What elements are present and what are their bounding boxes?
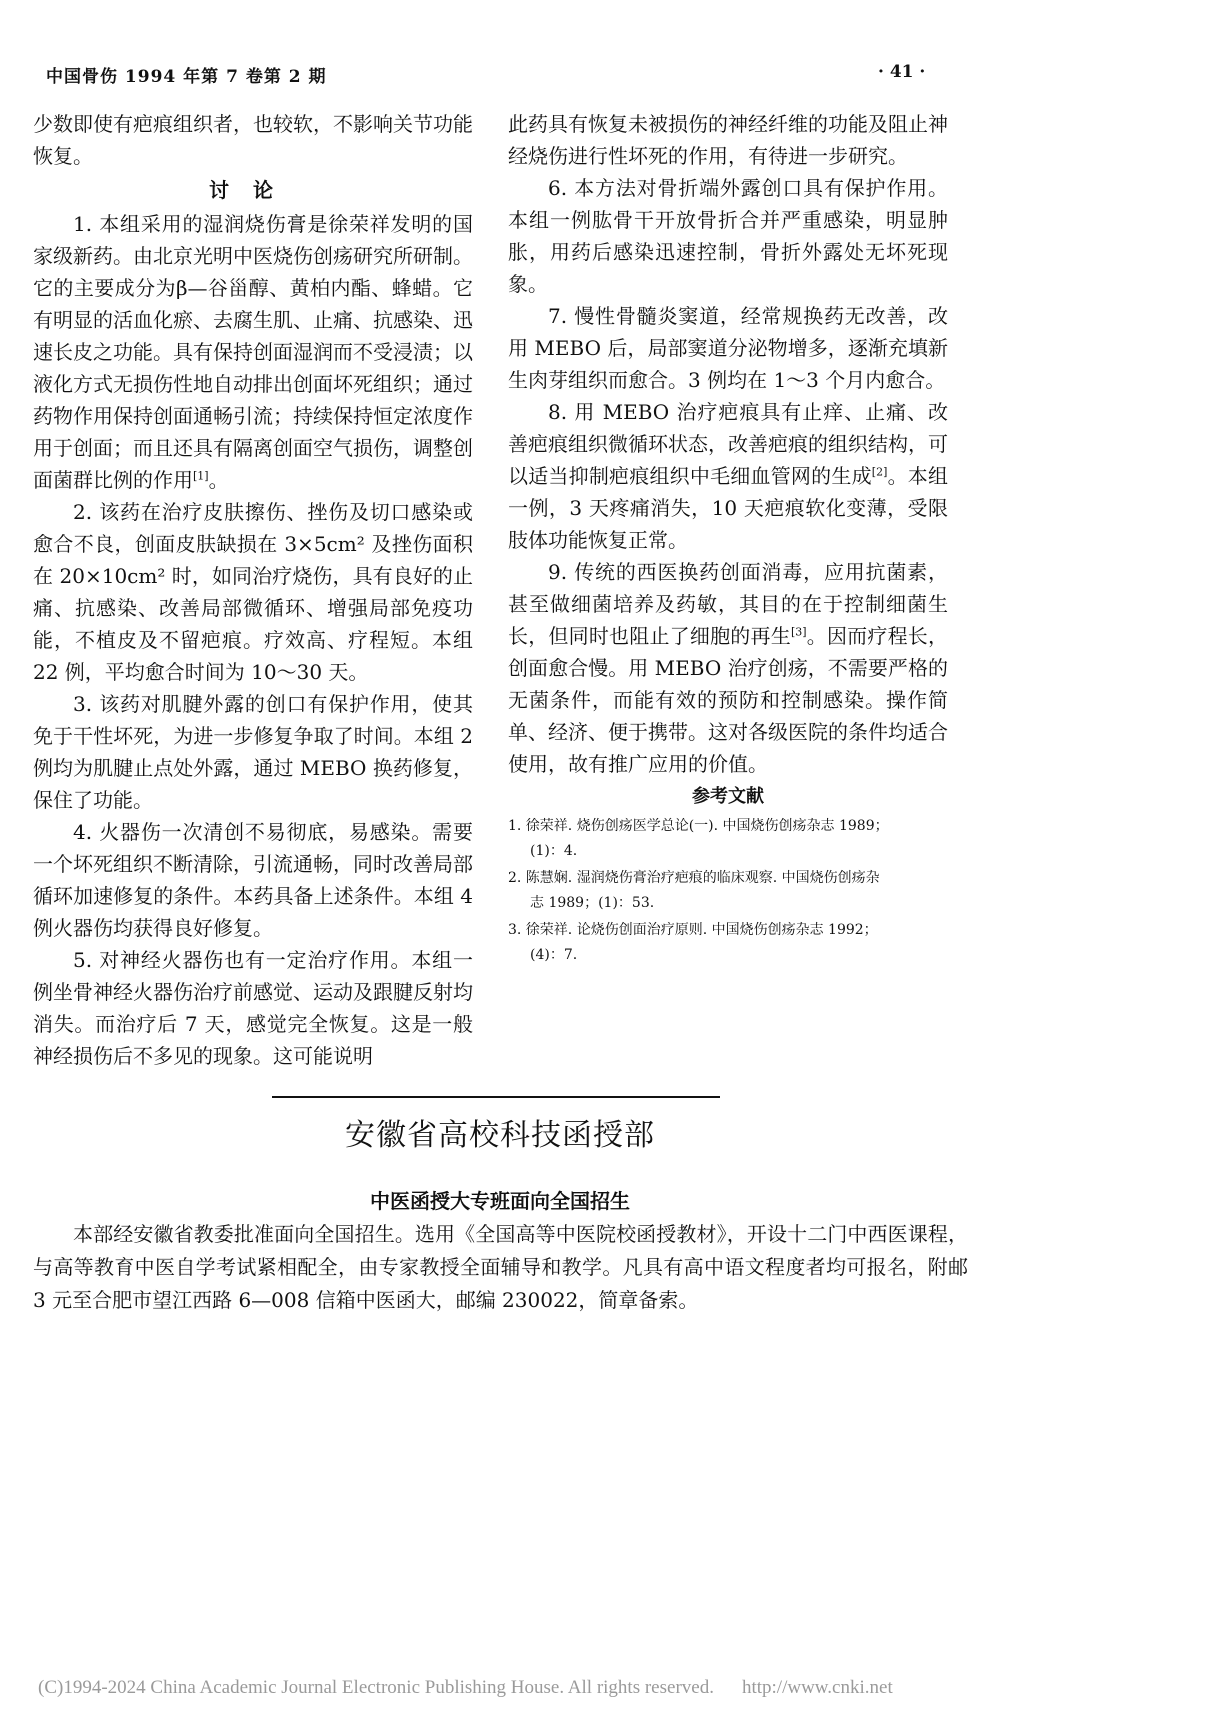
reference-item [508, 866, 948, 916]
discussion-point-8-text: 8. 用 MEBO 治疗疤痕具有止痒、止痛、改善疤痕组织微循环状态，改善疤痕的组织结构，可以适当抑制疤痕组织中毛细血管网的生成 [508, 400, 948, 488]
notice-title: 中医函授大专班面向全国招生 [370, 1189, 630, 1213]
copyright-footer [38, 1677, 893, 1699]
citation-3: [3] [790, 625, 807, 639]
intro-paragraph: 少数即使有疤痕组织者，也较软，不影响关节功能恢复。 [33, 112, 473, 168]
discussion-point-9-end: 。因而疗程长，创面愈合慢。用 MEBO 治疗创疡，不需要严格的无菌条件，而能有效的预防和控制感染。操作简单、经济、便于携带。这对各级医院的条件均适合使用，故有推广应用的价值。 [508, 624, 949, 776]
left-column [33, 108, 473, 1072]
discussion-point-5: 5. 对神经火器伤也有一定治疗作用。本组一例坐骨神经火器伤治疗前感觉、运动及跟腱反射均消失。而治疗后 7 天，感觉完全恢复。这是一般神经损伤后不多见的现象。这可能说明 [33, 948, 473, 1068]
reference-1-line2: (1)：4. [530, 843, 578, 859]
reference-2-line1: 2. 陈慧娴. 湿润烧伤膏治疗疤痕的临床观察. 中国烧伤创疡杂 [508, 870, 880, 886]
notice-paragraph: 本部经安徽省教委批准面向全国招生。选用《全国高等中医院校函授教材》，开设十二门中西医课程，与高等教育中医自学考试紧相配全，由专家教授全面辅导和教学。凡具有高中语文程度者均可报名，附邮 3 元至合肥市望江西路 6—008 信箱中医函大，邮编 230022，简章备索。 [33, 1222, 968, 1312]
citation-2: [2] [871, 465, 888, 479]
reference-item [508, 814, 948, 864]
footer-url: http://www.cnki.net [741, 1677, 893, 1698]
journal-title: 中国骨伤 1994 年第 7 卷第 2 期 [46, 67, 327, 87]
divider-rule [272, 1096, 720, 1098]
notice-banner: 安徽省高校科技函授部 [345, 1118, 655, 1153]
discussion-point-9-text: 9. 传统的西医换药创面消毒，应用抗菌素，甚至做细菌培养及药敏，其目的在于控制细菌生长，但同时也阻止了细胞的再生 [508, 560, 948, 648]
discussion-point-5-continued: 此药具有恢复未被损伤的神经纤维的功能及阻止神经烧伤进行性坏死的作用，有待进一步研究。 [508, 112, 948, 168]
discussion-point-1-end: 。 [208, 468, 229, 492]
discussion-point-7: 7. 慢性骨髓炎窦道，经常规换药无改善，改用 MEBO 后，局部窦道分泌物增多，逐渐充填新生肉芽组织而愈合。3 例均在 1～3 个月内愈合。 [508, 304, 948, 392]
discussion-point-1 [33, 208, 473, 496]
reference-item [508, 918, 948, 968]
discussion-point-8-end: 。本组一例，3 天疼痛消失，10 天疤痕软化变薄，受限肢体功能恢复正常。 [508, 464, 949, 552]
reference-3-line1: 3. 徐荣祥. 论烧伤创面治疗原则. 中国烧伤创疡杂志 1992； [508, 922, 878, 938]
discussion-point-8 [508, 396, 948, 556]
right-column [508, 108, 948, 968]
reference-3-line2: (4)：7. [530, 947, 578, 963]
page-header [46, 62, 1185, 90]
discussion-point-2: 2. 该药在治疗皮肤擦伤、挫伤及切口感染或愈合不良，创面皮肤缺损在 3×5cm² 及挫伤面积在 20×10cm² 时，如同治疗烧伤，具有良好的止痛、抗感染、改善局部微循环、增强局部免疫功能，不植皮及不留疤痕。疗效高、疗程短。本组 22 例，平均愈合时间为 10～30 天。 [33, 500, 473, 684]
page-number: · 41 · [878, 62, 926, 82]
citation-1: [1] [193, 469, 209, 483]
discussion-point-4: 4. 火器伤一次清创不易彻底，易感染。需要一个坏死组织不断清除，引流通畅，同时改善局部循环加速修复的条件。本药具备上述条件。本组 4 例火器伤均获得良好修复。 [33, 820, 473, 940]
discussion-point-3: 3. 该药对肌腱外露的创口有保护作用，使其免于干性坏死，为进一步修复争取了时间。本组 2 例均为肌腱止点处外露，通过 MEBO 换药修复，保住了功能。 [33, 692, 473, 812]
copyright-text: (C)1994-2024 China Academic Journal Electronic Publishing House. All rights reserved. [38, 1677, 714, 1698]
reference-1-line1: 1. 徐荣祥. 烧伤创疡医学总论(一). 中国烧伤创疡杂志 1989； [508, 818, 889, 834]
notice-body [33, 1218, 968, 1317]
reference-2-line2: 志 1989；(1)：53. [530, 895, 655, 911]
discussion-point-1-text: 1. 本组采用的湿润烧伤膏是徐荣祥发明的国家级新药。由北京光明中医烧伤创疡研究所研制。它的主要成分为β—谷甾醇、黄柏内酯、蜂蜡。它有明显的活血化瘀、去腐生肌、止痛、抗感染、迅速长皮之功能。具有保持创面湿润而不受浸渍；以液化方式无损伤性地自动排出创面坏死组织；通过药物作用保持创面通畅引流；持续保持恒定浓度作用于创面；而且还具有隔离创面空气损伤，调整创面菌群比例的作用 [33, 212, 473, 492]
references-heading: 参考文献 [692, 786, 764, 807]
section-heading: 讨论 [209, 178, 297, 202]
discussion-point-6: 6. 本方法对骨折端外露创口具有保护作用。本组一例肱骨干开放骨折合并严重感染，明显肿胀，用药后感染迅速控制，骨折外露处无坏死现象。 [508, 176, 948, 296]
discussion-point-9 [508, 556, 948, 780]
